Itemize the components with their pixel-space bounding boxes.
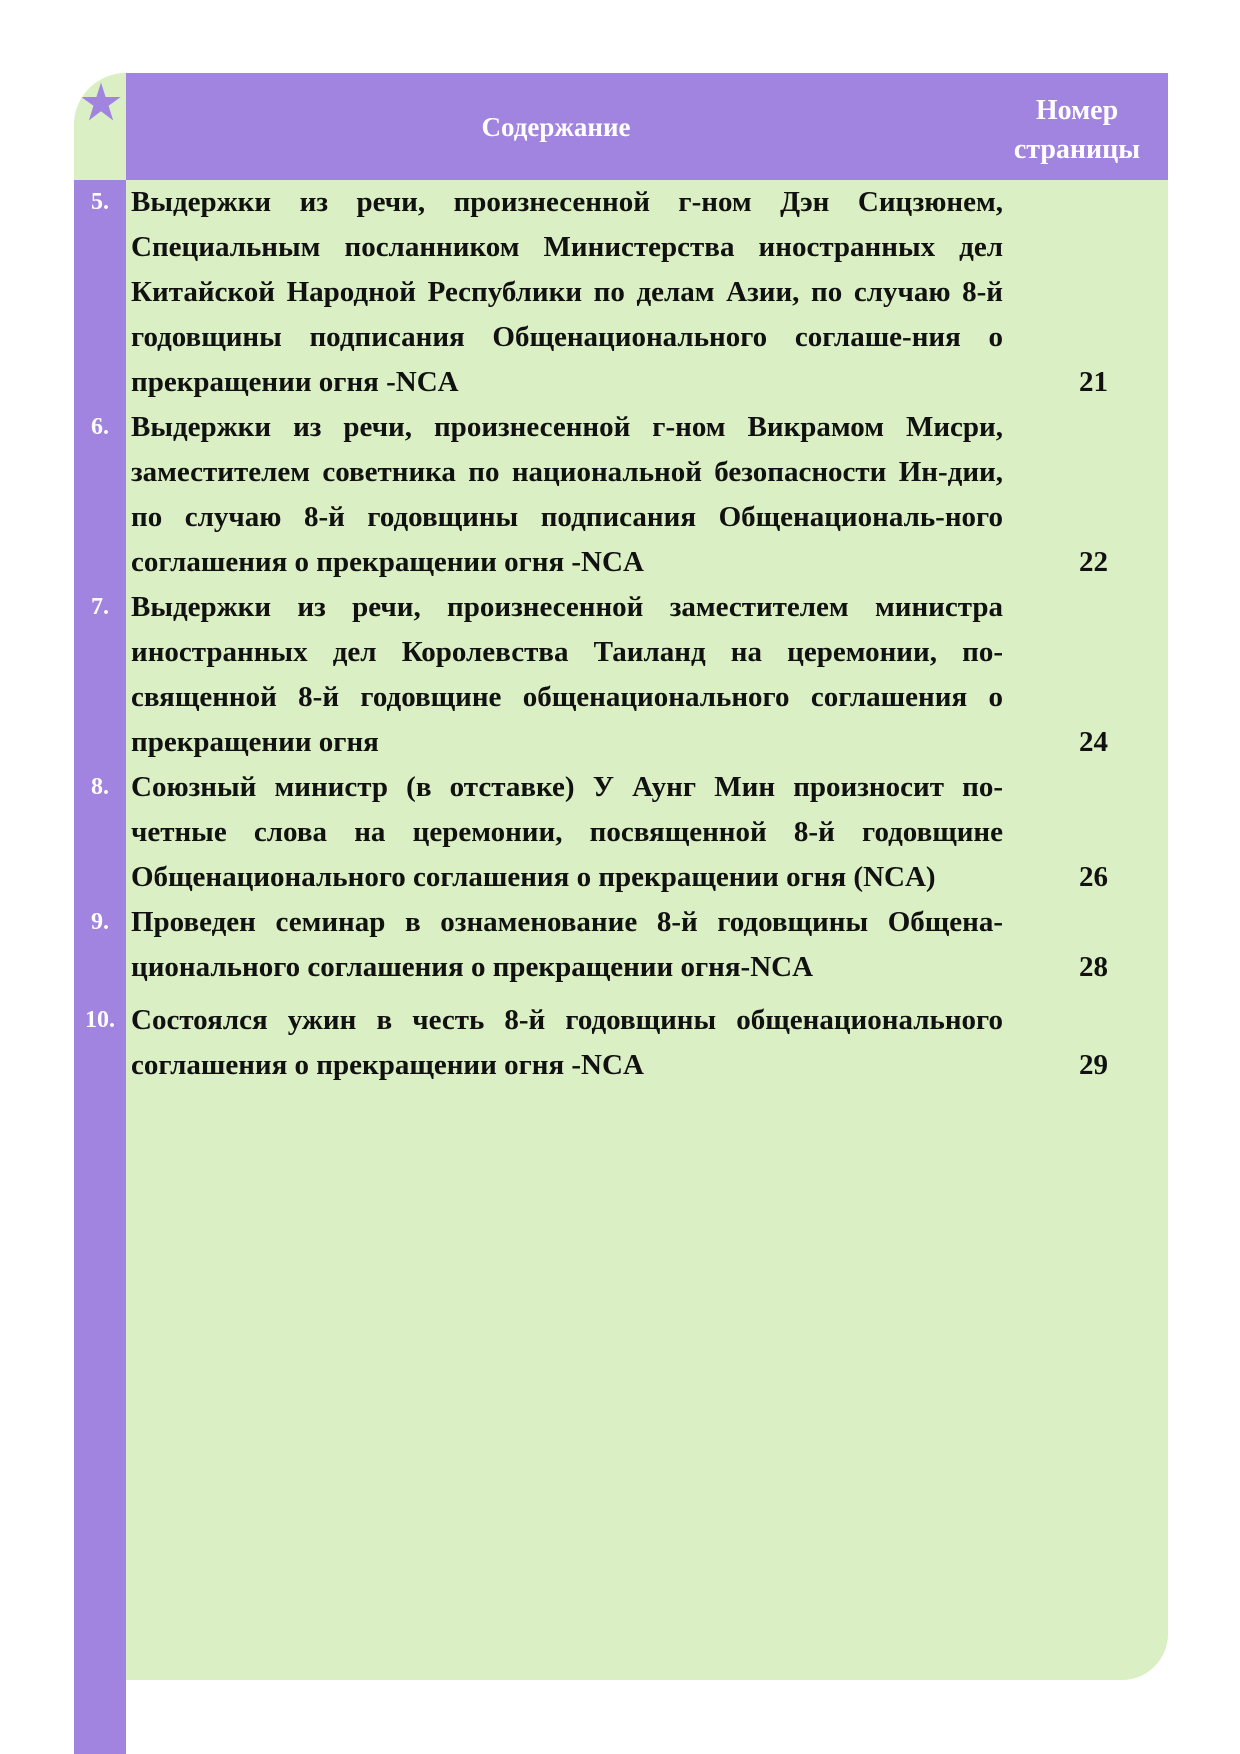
- item-number: 7.: [91, 594, 109, 620]
- item-page-number: 26: [1079, 861, 1108, 893]
- toc-item[interactable]: [74, 585, 1168, 765]
- item-page-number: 22: [1079, 546, 1108, 578]
- item-title: Выдержки из речи, произнесенной г-ном Викрамом Мисри, заместителем советника по национальной безопасности Ин-дии, по случаю 8-й годовщины подписания Общенациональ-ного соглашения о прекращении огня -NCA: [131, 411, 1003, 578]
- toc-item[interactable]: [74, 405, 1168, 585]
- item-page-number: 21: [1079, 366, 1108, 398]
- table-of-contents: [74, 180, 1168, 1088]
- item-title: Выдержки из речи, произнесенной заместителем министра иностранных дел Королевства Таиланд на церемонии, по-священной 8-й годовщине общенационального соглашения о прекращении огня: [131, 591, 1003, 758]
- item-number: 9.: [91, 909, 109, 935]
- item-title: Проведен семинар в ознаменование 8-й годовщины Общена-ционального соглашения о прекращении огня-NCA: [131, 906, 1003, 983]
- item-number: 5.: [91, 189, 109, 215]
- item-page-number: 24: [1079, 726, 1108, 758]
- item-page-number: 29: [1079, 1049, 1108, 1081]
- item-title: Состоялся ужин в честь 8-й годовщины общенационального соглашения о прекращении огня -NCA: [131, 1004, 1003, 1081]
- item-number: 10.: [85, 1007, 115, 1033]
- item-number: 8.: [91, 774, 109, 800]
- contents-panel: [74, 73, 1168, 1680]
- toc-item[interactable]: [74, 765, 1168, 900]
- item-title: Союзный министр (в отставке) У Аунг Мин произносит по-четные слова на церемонии, посвященной 8-й годовщине Общенационального соглашения о прекращении огня (NCA): [131, 771, 1003, 893]
- item-title: Выдержки из речи, произнесенной г-ном Дэн Сицзюнем, Специальным посланником Министерства иностранных дел Китайской Народной Республики по делам Азии, по случаю 8-й годовщины подписания Общенационального соглаше-ния о прекращении огня -NCA: [131, 186, 1003, 398]
- toc-item[interactable]: [74, 998, 1168, 1088]
- item-number: 6.: [91, 414, 109, 440]
- header-corner: [74, 73, 126, 180]
- contents-header: [126, 73, 1168, 180]
- page-number-heading: Номер страницы: [1013, 95, 1141, 165]
- star-icon: [80, 81, 122, 123]
- contents-title: Содержание: [481, 112, 631, 142]
- item-page-number: 28: [1079, 951, 1108, 983]
- toc-item[interactable]: [74, 900, 1168, 990]
- toc-item[interactable]: [74, 180, 1168, 405]
